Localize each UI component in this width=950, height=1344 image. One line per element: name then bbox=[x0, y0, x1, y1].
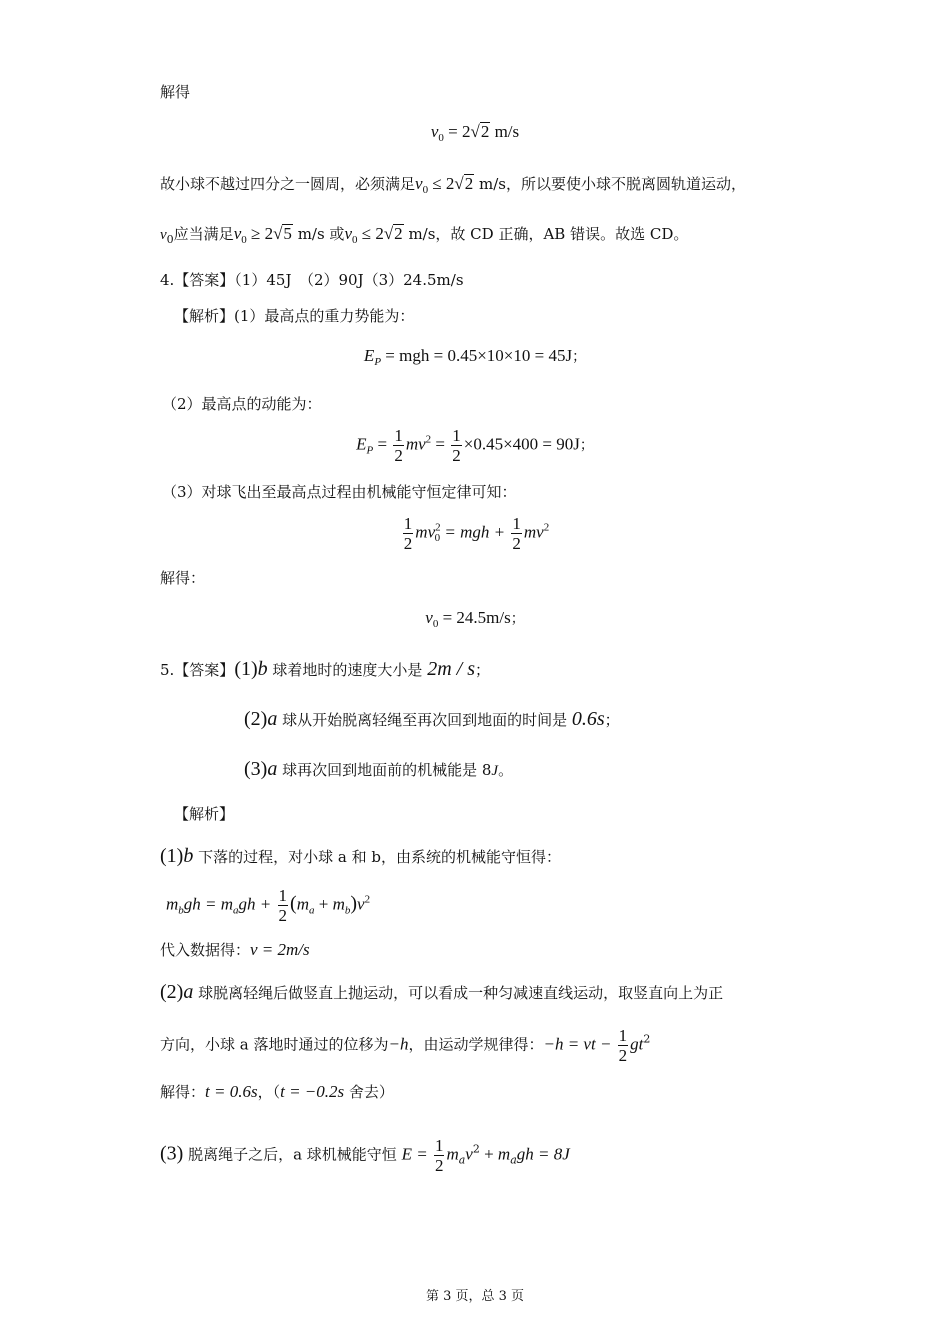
q5-answer-3: (3)a 球再次回到地面前的机械能是 8J。 bbox=[244, 758, 514, 780]
q4-equation-potential: $E_P$ = mgh = 0.45×10×10 = 45J； bbox=[363, 346, 587, 368]
q5-analysis-part1: (1)b 下落的过程，对小球 a 和 b，由系统的机械能守恒得： bbox=[160, 845, 561, 867]
q5-analysis-heading: 【解析】 bbox=[174, 805, 235, 823]
q4-analysis-1: 【解析】(1）最高点的重力势能为： bbox=[174, 307, 415, 325]
q5-analysis-part2: (2)a 球脱离轻绳后做竖直上抛运动，可以看成一种匀减速直线运动，取竖直向上为正 bbox=[160, 981, 724, 1003]
page-footer: 第 3 页，总 3 页 bbox=[425, 1289, 525, 1304]
q5-analysis-part3: (3) 脱离绳子之后，a 球机械能守恒 E = $\frac{1}{2}$ $m_av^2 + m_agh = 8J$ bbox=[160, 1136, 570, 1175]
text-jiede: 解得 bbox=[160, 83, 191, 101]
q4-answer: 4.【答案】（1）45J （2）90J（3）24.5m/s bbox=[160, 271, 464, 289]
equation-v0-sqrt: $v_0 = 2√2$ m/s bbox=[430, 122, 520, 144]
q4-analysis-2: （2）最高点的动能为： bbox=[162, 395, 322, 413]
q5-analysis-part2-cont: 方向，小球 a 落地时通过的位移为−h，由运动学规律得：−h = vt − $\frac{1}{2}$ $gt^2$ bbox=[160, 1026, 651, 1065]
paragraph-condition-2: $v_0$应当满足$v_0 \ge 2√5$ m/s 或$v_0 \le 2√2$ m/s，故 CD 正确，AB 错误。故选 CD。 bbox=[160, 224, 689, 246]
paragraph-condition-1: 故小球不越过四分之一圆周，必须满足$v_0 \le 2√2$ m/s，所以要使小球不脱离圆轨道运动， bbox=[160, 174, 746, 196]
q4-jiede: 解得： bbox=[160, 569, 206, 587]
q4-equation-kinetic: $E_P$ = $\frac{1}{2}$ $mv^2$ = $\frac{1}{2}$ ×0.45×400 = 90J； bbox=[356, 426, 594, 465]
q5-substitute: 代入数据得：v = 2m/s bbox=[160, 940, 310, 959]
q4-analysis-3: （3）对球飞出至最高点过程由机械能守恒定律可知： bbox=[162, 483, 517, 501]
q5-equation-system: $m_bgh = m_agh$ + $\frac{1}{2}$ $(m_a + m_b)v^2$ bbox=[166, 886, 371, 925]
q5-answer-1: 5.【答案】(1)b 球着地时的速度大小是 2m / s； bbox=[160, 658, 490, 680]
q4-equation-energy: $\frac{1}{2}$ $mv^2_0$ = mgh + $\frac{1}{2}$ $mv^2$ bbox=[403, 514, 550, 553]
q5-time-result: 解得：t = 0.6s，（t = −0.2s 舍去） bbox=[160, 1082, 394, 1101]
q5-answer-2: (2)a 球从开始脱离轻绳至再次回到地面的时间是 0.6s； bbox=[244, 708, 620, 730]
q4-equation-result: $v_0 = 24.5m/s$； bbox=[425, 608, 525, 630]
